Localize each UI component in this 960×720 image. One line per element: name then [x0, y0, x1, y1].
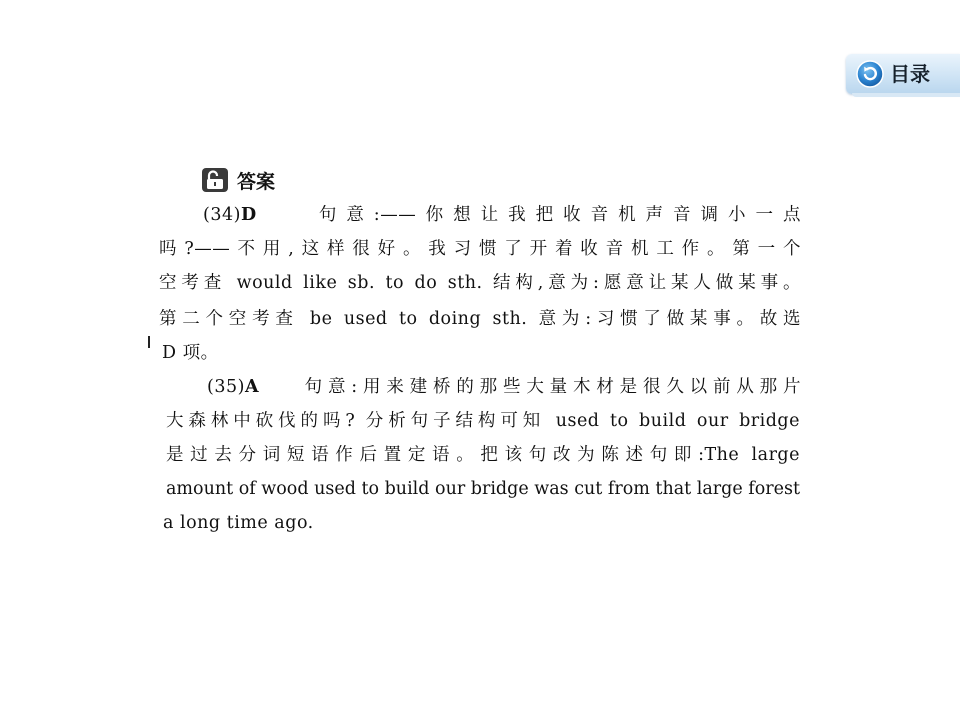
- q34-line-5: D 项。: [162, 343, 219, 363]
- q35-option: A: [244, 377, 260, 397]
- q34-line-4: 第二个空考查 be used to doing sth. 意为:习惯了做某事。故选: [159, 309, 801, 329]
- q34-option: D: [240, 205, 257, 225]
- q34-number: (34): [203, 205, 241, 225]
- q35-line-2: 大森林中砍伐的吗? 分析句子结构可知 used to build our bridge: [166, 411, 800, 431]
- q35-line-4: amount of wood used to build our bridge was cut from that large forest: [166, 479, 801, 499]
- q34-line-3: 空考查 would like sb. to do sth. 结构,意为:愿意让某人做某事。: [159, 273, 801, 293]
- q35-line-5: a long time ago.: [163, 513, 314, 533]
- q34-line-2: 吗?——不用,这样很好。我习惯了开着收音机工作。第一个: [159, 239, 801, 259]
- answer-heading: [201, 166, 275, 194]
- q35-text-1: 句意:用来建桥的那些大量木材是很久以前从那片: [304, 377, 801, 397]
- q35-number: (35): [207, 377, 245, 397]
- refresh-circle-icon: [856, 60, 884, 88]
- toc-button[interactable]: [846, 54, 960, 94]
- toc-label: 目录: [890, 62, 930, 86]
- q34-text-1: 句意:——你想让我把收音机声音调小一点: [318, 205, 801, 225]
- unlock-icon: [201, 167, 229, 193]
- q34-line-1: [203, 202, 801, 228]
- answer-title: 答案: [237, 170, 276, 193]
- q35-line-1: [207, 374, 801, 400]
- q35-line-3: 是过去分词短语作后置定语。把该句改为陈述句即:The large: [166, 445, 800, 465]
- margin-mark: [148, 336, 150, 348]
